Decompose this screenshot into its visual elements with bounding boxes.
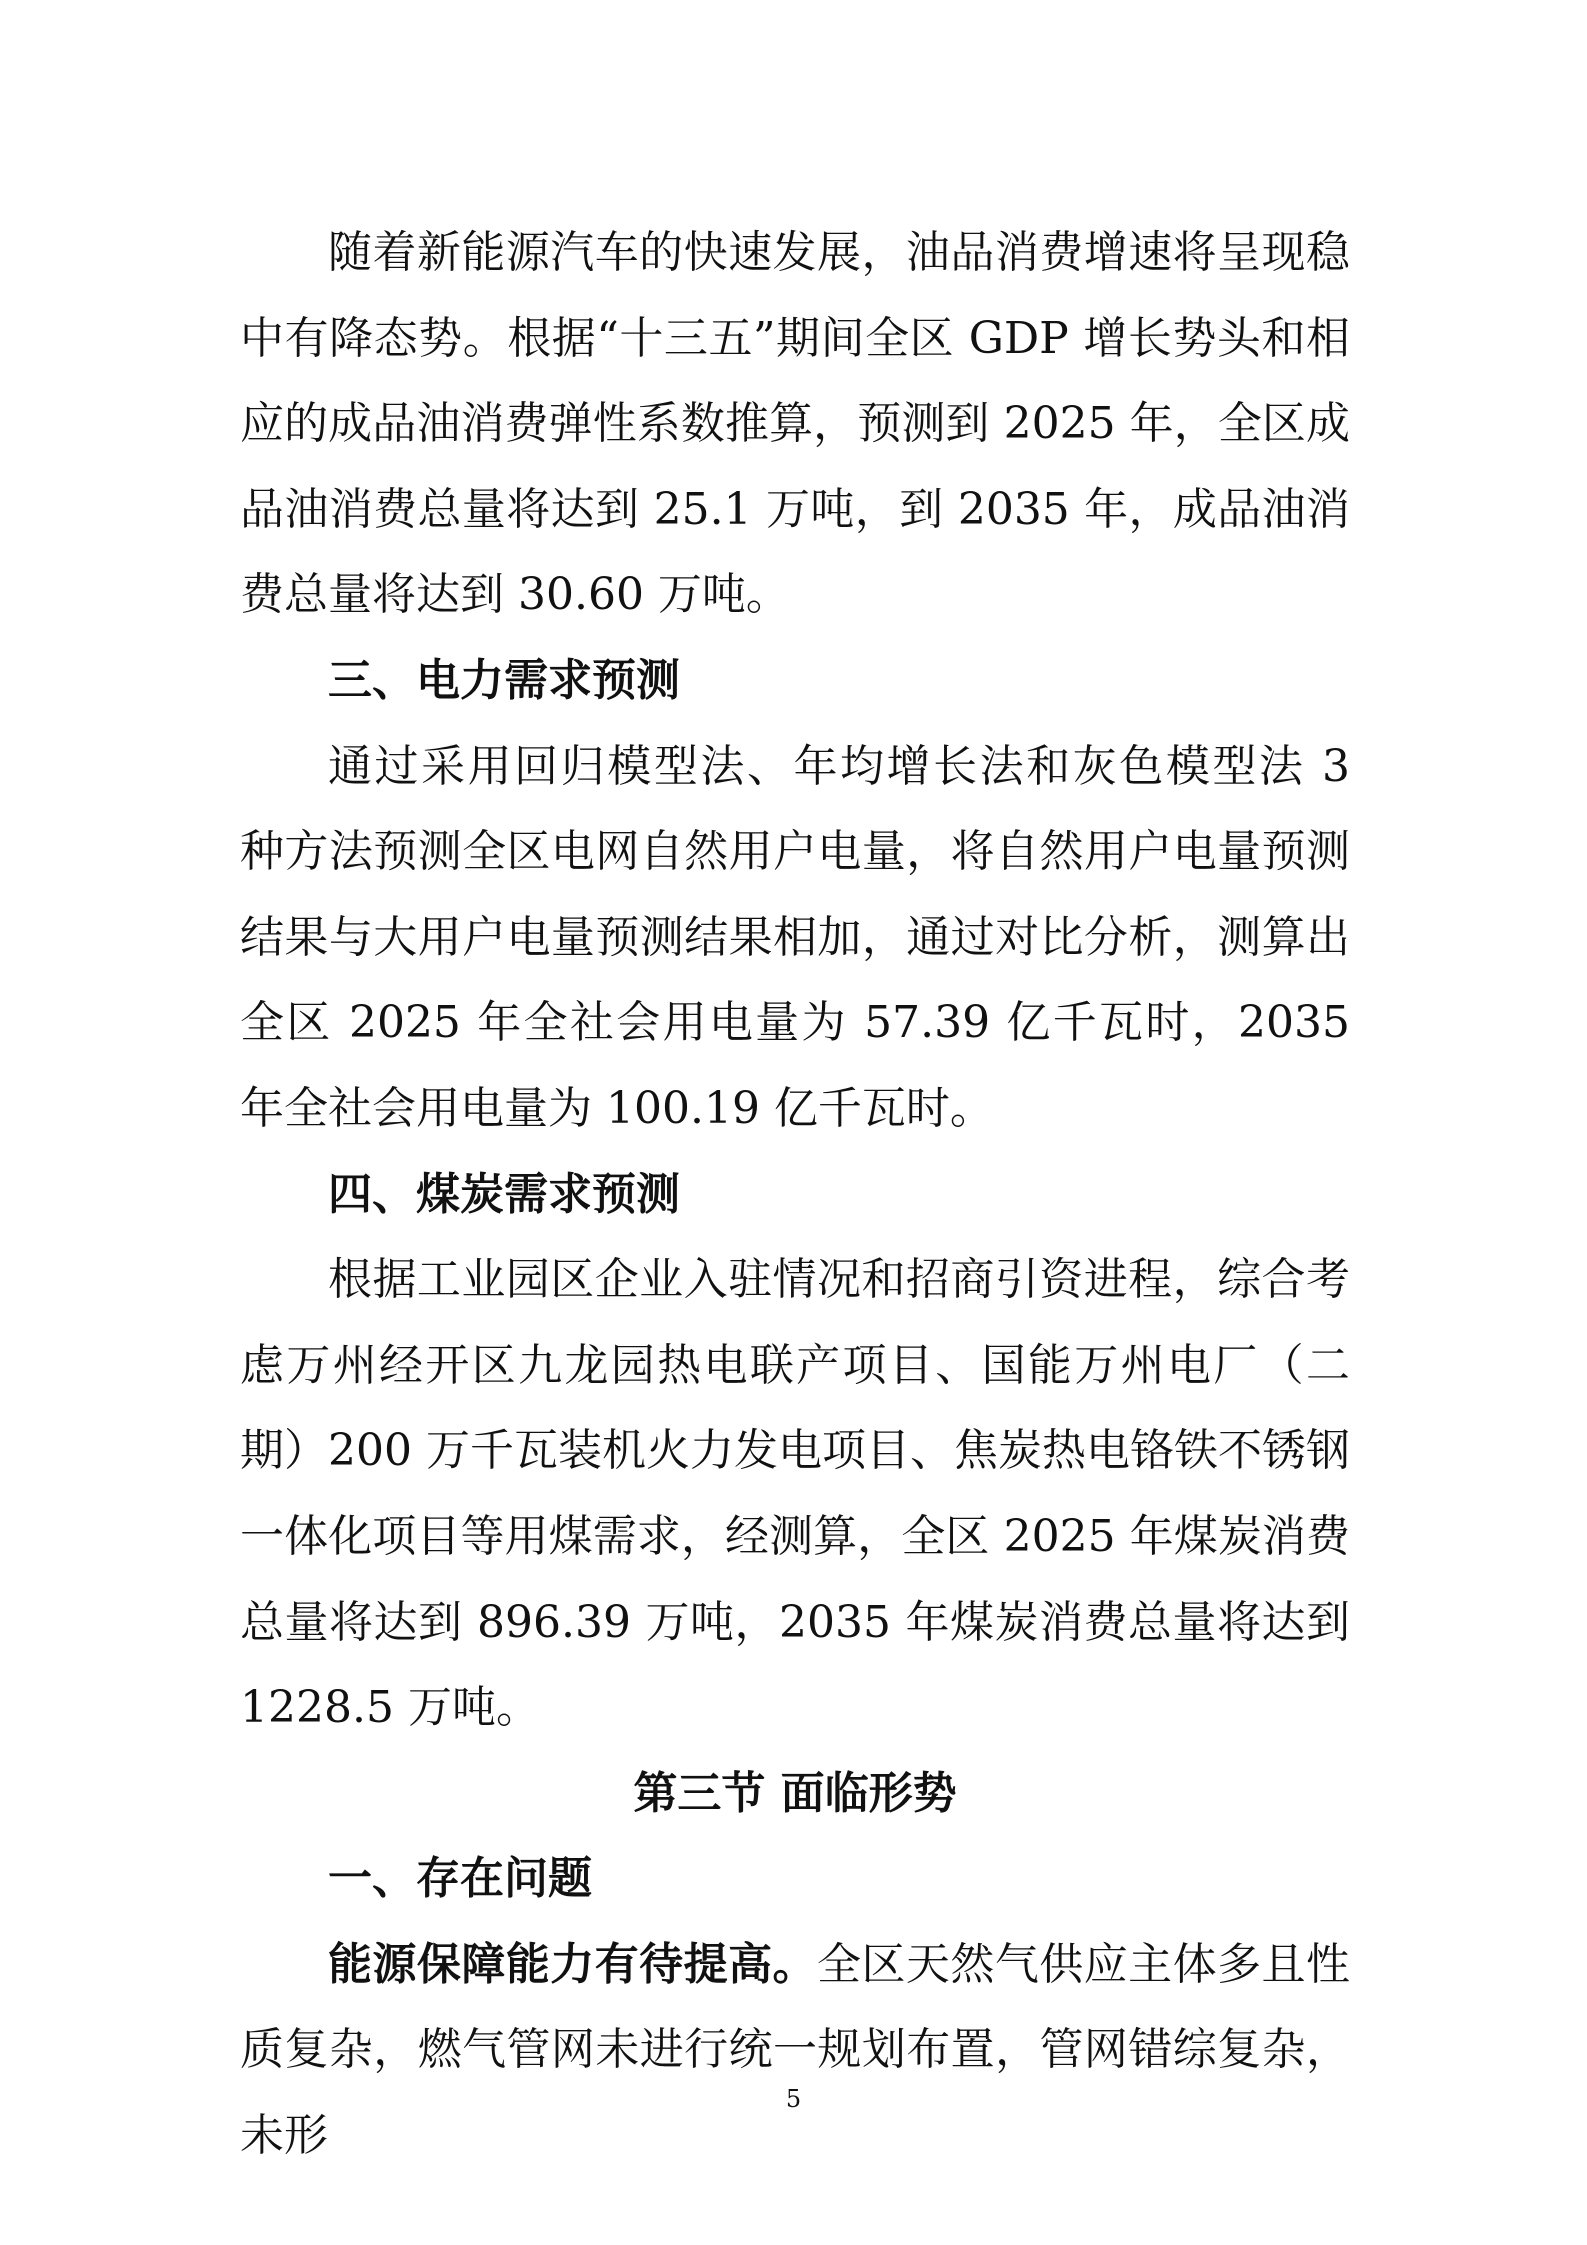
paragraph-energy-security — [240, 1922, 1350, 2179]
heading-existing-problems: 一、存在问题 — [328, 1853, 592, 1905]
heading-coal-forecast: 四、煤炭需求预测 — [328, 1168, 680, 1220]
page-body — [240, 210, 1350, 2179]
paragraph-coal-forecast: 根据工业园区企业入驻情况和招商引资进程，综合考虑万州经开区九龙园热电联产项目、国能万州电厂（二期）200 万千瓦装机火力发电项目、焦炭热电铬铁不锈钢一体化项目等用煤需求，经测算，全区 2025 年煤炭消费总量将达到 896.39 万吨，2035 年煤炭消费总量将达到 1228.5 万吨。 — [240, 1254, 1350, 1734]
paragraph-electricity-forecast: 通过采用回归模型法、年均增长法和灰色模型法 3 种方法预测全区电网自然用户电量，将自然用户电量预测结果与大用户电量预测结果相加，通过对比分析，测算出全区 2025 年全社会用电量为 57.39 亿千瓦时，2035 年全社会用电量为 100.19 亿千瓦时。 — [240, 740, 1350, 1134]
page-number: 5 — [785, 2085, 802, 2113]
paragraph-body-text: 全区天然气供应主体多且性质复杂，燃气管网未进行统一规划布置，管网错综复杂，未形 — [240, 1938, 1350, 2162]
section-title: 第三节 面临形势 — [633, 1767, 957, 1819]
heading-electricity-forecast: 三、电力需求预测 — [328, 654, 680, 706]
paragraph-oil-forecast: 随着新能源汽车的快速发展，油品消费增速将呈现稳中有降态势。根据“十三五”期间全区 GDP 增长势头和相应的成品油消费弹性系数推算，预测到 2025 年，全区成品油消费总量将达到 25.1 万吨，到 2035 年，成品油消费总量将达到 30.60 万吨。 — [240, 227, 1350, 621]
paragraph-lead-bold: 能源保障能力有待提高。 — [328, 1938, 817, 1990]
